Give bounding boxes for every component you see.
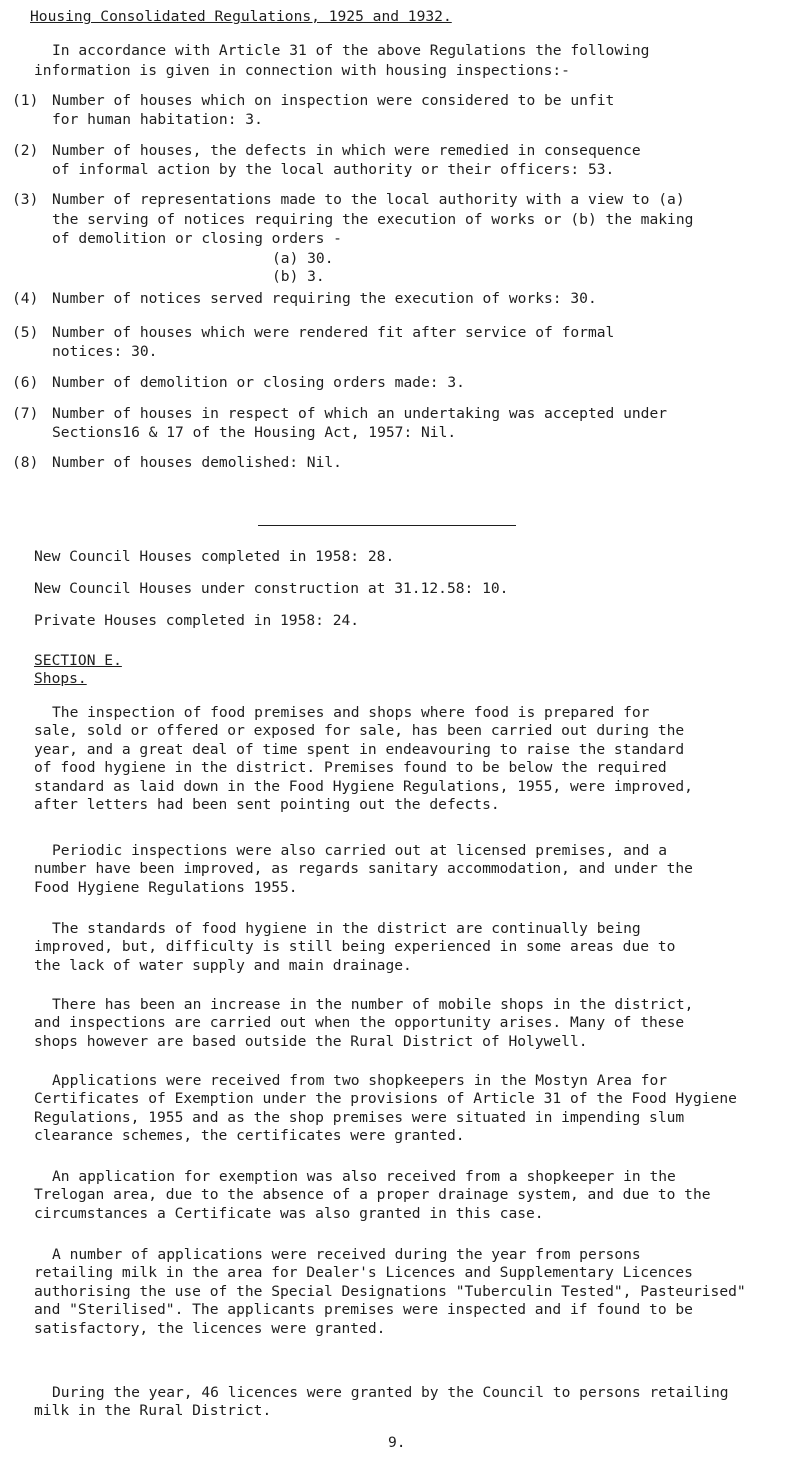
paragraph xyxy=(34,1168,782,1223)
stat-line: New Council Houses under construction at 31.12.58: 10. xyxy=(34,580,509,597)
paragraph-line: authorising the use of the Special Designations "Tuberculin Tested", Pasteurised" xyxy=(34,1282,746,1300)
paragraph-line: after letters had been sent pointing out the defects. xyxy=(34,796,500,814)
list-item xyxy=(12,92,772,110)
item-text: Number of houses which were rendered fit after service of formal xyxy=(52,324,615,341)
paragraph xyxy=(34,996,782,1051)
paragraph-line: Certificates of Exemption under the provisions of Article 31 of the Food Hygiene xyxy=(34,1090,737,1108)
paragraph-line: An application for exemption was also received from a shopkeeper in the xyxy=(52,1168,676,1185)
paragraph xyxy=(34,920,782,975)
paragraph-line: standard as laid down in the Food Hygiene Regulations, 1955, were improved, xyxy=(34,777,693,795)
paragraph-line: of food hygiene in the district. Premises found to be below the required xyxy=(34,759,667,777)
list-item-cont xyxy=(12,424,772,442)
paragraph-line: sale, sold or offered or exposed for sale, has been carried out during the xyxy=(34,722,685,740)
item-text: Number of notices served requiring the execution of works: 30. xyxy=(52,290,597,307)
paragraph-line: Periodic inspections were also carried out at licensed premises, and a xyxy=(52,842,668,859)
paragraph-line: retailing milk in the area for Dealer's Licences and Supplementary Licences xyxy=(34,1264,693,1282)
paragraph-line: improved, but, difficulty is still being experienced in some areas due to xyxy=(34,938,676,956)
paragraph xyxy=(34,704,782,814)
paragraph-line: The standards of food hygiene in the district are continually being xyxy=(52,920,641,937)
paragraph-line: Applications were received from two shopkeepers in the Mostyn Area for xyxy=(52,1072,668,1089)
paragraph-line: Trelogan area, due to the absence of a proper drainage system, and due to the xyxy=(34,1186,711,1204)
paragraph-line: year, and a great deal of time spent in endeavouring to raise the standard xyxy=(34,740,685,758)
section-subheading: Shops. xyxy=(34,670,87,687)
list-item-cont xyxy=(12,111,772,129)
list-item-cont xyxy=(12,230,772,248)
item-number: (1) xyxy=(12,92,39,109)
list-item xyxy=(12,290,772,308)
sub-item-a: (a) 30. xyxy=(272,250,334,267)
item-text: Number of houses which on inspection were considered to be unfit xyxy=(52,92,615,109)
item-text: Number of houses, the defects in which were remedied in consequence xyxy=(52,142,641,159)
item-text: notices: 30. xyxy=(52,343,158,360)
item-text: for human habitation: 3. xyxy=(52,111,263,128)
paragraph-line: the lack of water supply and main drainage. xyxy=(34,956,412,974)
item-text: of informal action by the local authority or their officers: 53. xyxy=(52,161,615,178)
paragraph-line: satisfactory, the licences were granted. xyxy=(34,1319,386,1337)
item-text: Number of houses in respect of which an undertaking was accepted under xyxy=(52,405,668,422)
paragraph-line: number have been improved, as regards sanitary accommodation, and under the xyxy=(34,860,693,878)
paragraph-line: clearance schemes, the certificates were granted. xyxy=(34,1127,465,1145)
paragraph xyxy=(34,1072,782,1146)
paragraph-line: There has been an increase in the number of mobile shops in the district, xyxy=(52,996,694,1013)
list-item xyxy=(12,454,772,472)
section-heading: SECTION E. xyxy=(34,652,122,669)
item-text: of demolition or closing orders - xyxy=(52,230,342,247)
item-text: Number of representations made to the local authority with a view to (a) xyxy=(52,191,685,208)
item-text: the serving of notices requiring the execution of works or (b) the making xyxy=(52,211,694,228)
page-number: 9. xyxy=(388,1434,406,1451)
item-number: (8) xyxy=(12,454,39,471)
paragraph-line: During the year, 46 licences were granted by the Council to persons retailing xyxy=(52,1384,729,1401)
paragraph-line: and inspections are carried out when the opportunity arises. Many of these xyxy=(34,1014,685,1032)
list-item-cont xyxy=(12,161,772,179)
paragraph xyxy=(34,1246,782,1338)
item-number: (3) xyxy=(12,191,39,208)
paragraph-line: milk in the Rural District. xyxy=(34,1402,272,1420)
sub-item-b: (b) 3. xyxy=(272,268,325,285)
item-number: (5) xyxy=(12,324,39,341)
paragraph-line: A number of applications were received during the year from persons xyxy=(52,1246,641,1263)
list-item xyxy=(12,374,772,392)
list-item xyxy=(12,324,772,342)
item-text: Sections16 & 17 of the Housing Act, 1957: Nil. xyxy=(52,424,457,441)
page-title: Housing Consolidated Regulations, 1925 and 1932. xyxy=(30,8,452,25)
intro-line-1: In accordance with Article 31 of the above Regulations the following xyxy=(52,42,650,59)
item-text: Number of demolition or closing orders made: 3. xyxy=(52,374,465,391)
intro-line-2: information is given in connection with housing inspections:- xyxy=(34,62,570,79)
paragraph-line: Regulations, 1955 and as the shop premises were situated in impending slum xyxy=(34,1108,685,1126)
list-item-cont xyxy=(12,211,772,229)
paragraph-line: and "Sterilised". The applicants premises were inspected and if found to be xyxy=(34,1301,693,1319)
item-number: (6) xyxy=(12,374,39,391)
list-item xyxy=(12,142,772,160)
list-item xyxy=(12,405,772,423)
list-item xyxy=(12,191,772,209)
paragraph-line: The inspection of food premises and shops where food is prepared for xyxy=(52,704,650,721)
stat-line: Private Houses completed in 1958: 24. xyxy=(34,612,360,629)
paragraph xyxy=(34,1384,782,1421)
paragraph-line: Food Hygiene Regulations 1955. xyxy=(34,878,298,896)
item-number: (2) xyxy=(12,142,39,159)
paragraph xyxy=(34,842,782,897)
item-number: (7) xyxy=(12,405,39,422)
stat-line: New Council Houses completed in 1958: 28. xyxy=(34,548,395,565)
paragraph-line: shops however are based outside the Rural District of Holywell. xyxy=(34,1032,588,1050)
paragraph-line: circumstances a Certificate was also granted in this case. xyxy=(34,1204,544,1222)
divider xyxy=(258,525,516,526)
item-text: Number of houses demolished: Nil. xyxy=(52,454,342,471)
list-item-cont xyxy=(12,343,772,361)
item-number: (4) xyxy=(12,290,39,307)
